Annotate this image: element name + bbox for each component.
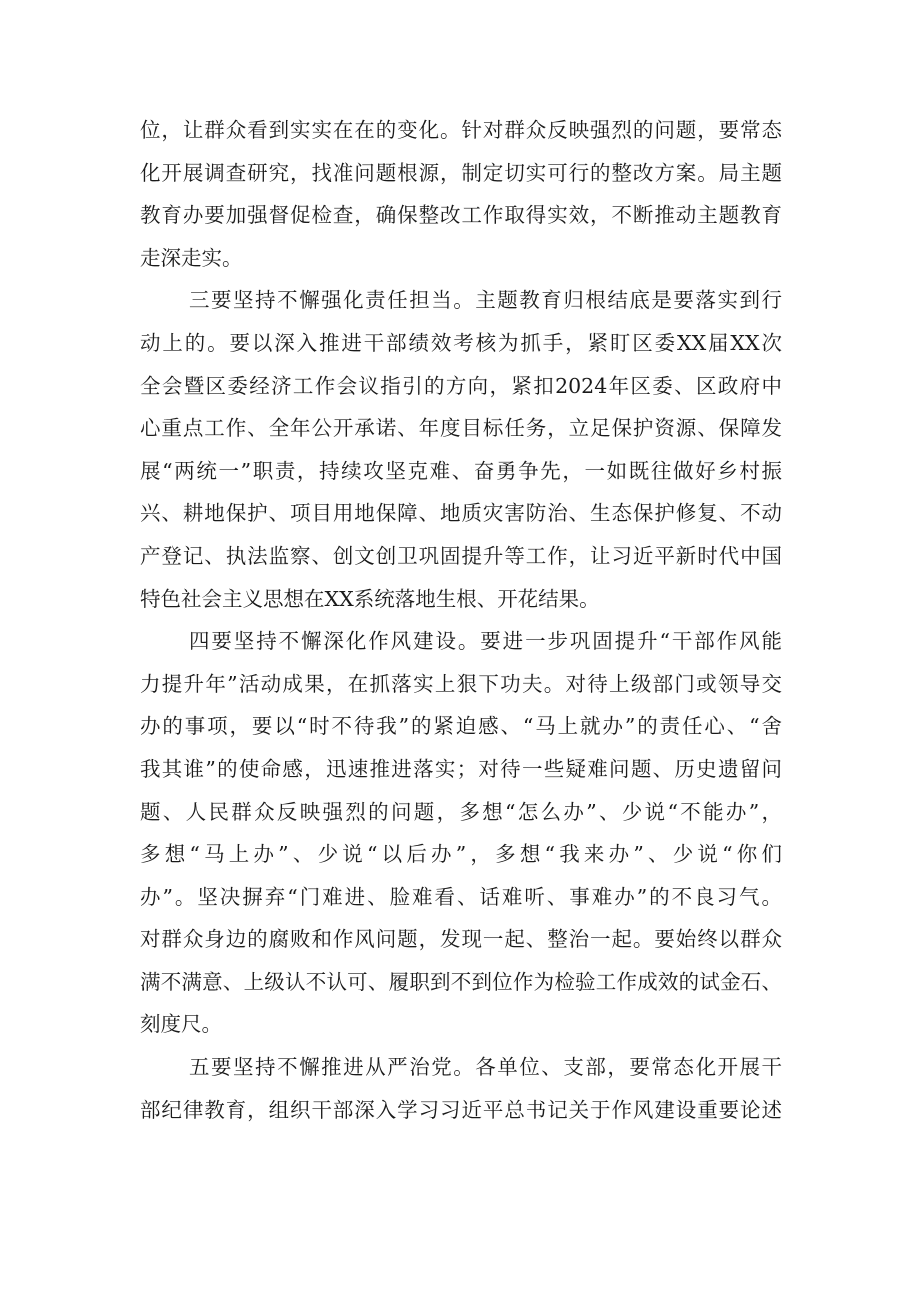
text-line: 部纪律教育，组织干部深入学习习近平总书记关于作风建设重要论述 <box>140 1097 782 1122</box>
text-line: 展“两统一”职责，持续攻坚克难、奋勇争先，一如既往做好乡村振 <box>140 458 782 483</box>
text-line: 走深走实。 <box>140 245 243 270</box>
text-line: 兴、耕地保护、项目用地保障、地质灾害防治、生态保护修复、不动 <box>140 501 782 526</box>
text-line: 动上的。要以深入推进干部绩效考核为抓手，紧盯区委XX届XX次 <box>140 330 782 355</box>
paragraph-2 <box>140 279 782 620</box>
text-line: 三要坚持不懈强化责任担当。主题教育归根结底是要落实到行 <box>189 288 782 313</box>
text-line: 位，让群众看到实实在在的变化。针对群众反映强烈的问题，要常态 <box>140 118 782 142</box>
text-line: 特色社会主义思想在XX系统落地生根、开花结果。 <box>140 586 600 611</box>
text-line: 心重点工作、全年公开承诺、年度目标任务，立足保护资源、保障发 <box>140 416 782 441</box>
paragraph-1 <box>140 109 782 279</box>
text-line: 教育办要加强督促检查，确保整改工作取得实效，不断推动主题教育 <box>140 203 782 228</box>
paragraph-3 <box>140 620 782 1046</box>
text-line: 我其谁”的使命感，迅速推进落实；对待一些疑难问题、历史遗留问 <box>140 756 782 781</box>
text-line: 多想“马上办”、少说“以后办”，多想“我来办”、少说“你们 <box>140 842 782 867</box>
text-line: 化开展调查研究，找准问题根源，制定切实可行的整改方案。局主题 <box>140 160 782 185</box>
text-line: 办的事项，要以“时不待我”的紧迫感、“马上就办”的责任心、“舍 <box>140 714 782 739</box>
text-line: 满不满意、上级认不认可、履职到不到位作为检验工作成效的试金石、 <box>140 969 782 994</box>
text-line: 五要坚持不懈推进从严治党。各单位、支部，要常态化开展干 <box>189 1055 782 1080</box>
text-line: 办”。坚决摒弃“门难进、脸难看、话难听、事难办”的不良习气。 <box>140 884 782 909</box>
text-line: 全会暨区委经济工作会议指引的方向，紧扣2024年区委、区政府中 <box>140 373 782 398</box>
text-line: 题、人民群众反映强烈的问题，多想“怎么办”、少说“不能办”， <box>140 799 782 824</box>
paragraph-4 <box>140 1046 782 1131</box>
text-line: 产登记、执法监察、创文创卫巩固提升等工作，让习近平新时代中国 <box>140 543 782 568</box>
document-body <box>140 109 782 1131</box>
text-line: 力提升年”活动成果，在抓落实上狠下功夫。对待上级部门或领导交 <box>140 671 782 696</box>
text-line: 刻度尺。 <box>140 1012 222 1037</box>
text-line: 四要坚持不懈深化作风建设。要进一步巩固提升“干部作风能 <box>189 629 782 654</box>
text-line: 对群众身边的腐败和作风问题，发现一起、整治一起。要始终以群众 <box>140 927 782 952</box>
